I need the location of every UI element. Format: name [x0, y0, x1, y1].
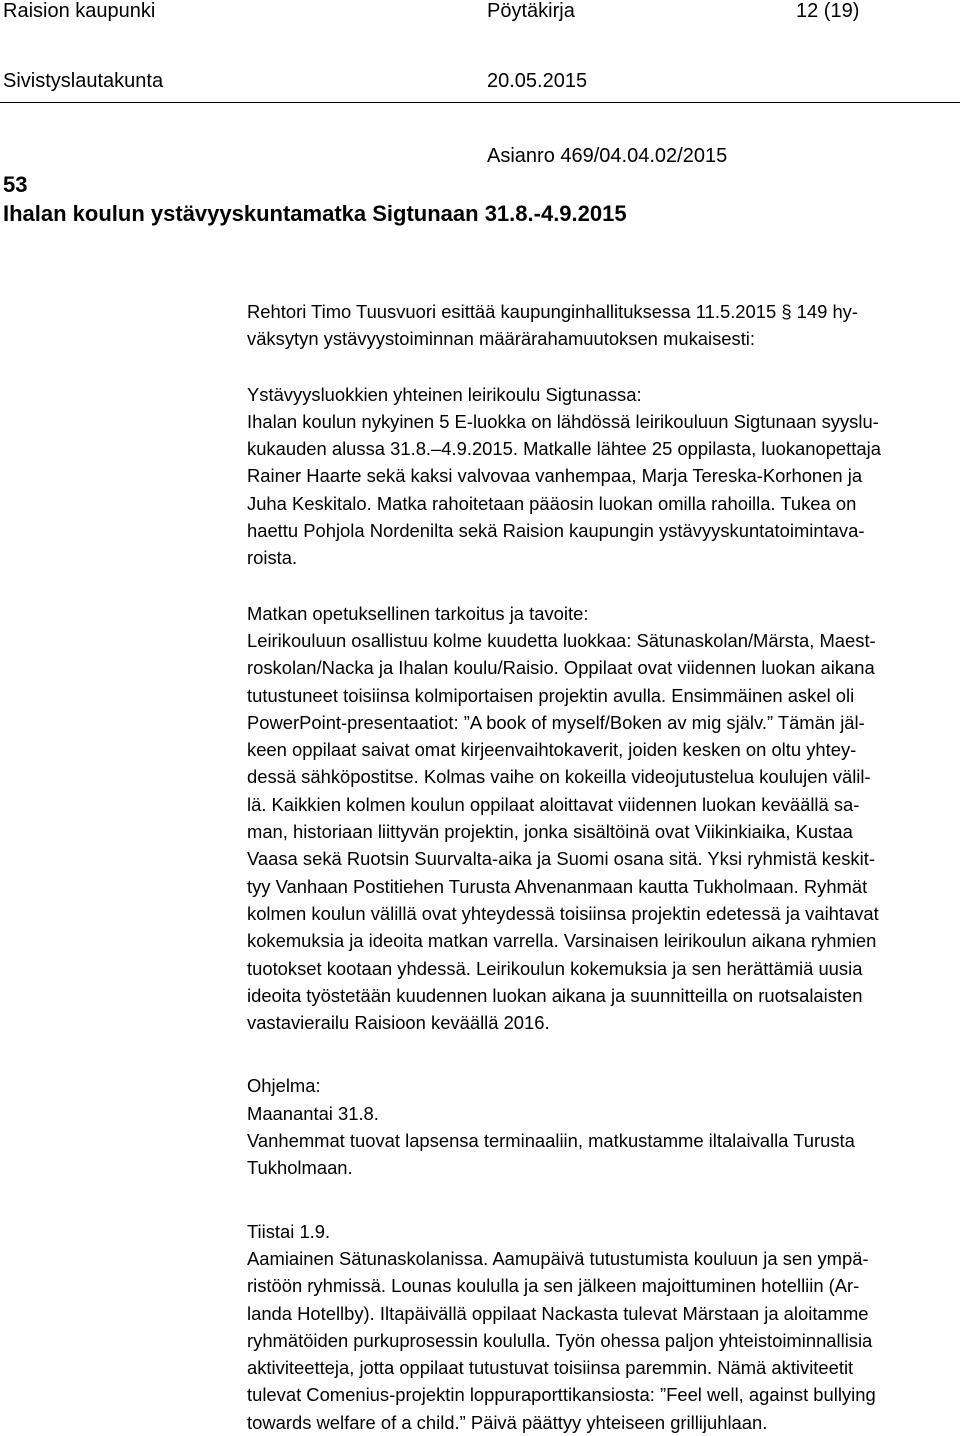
text-line: väksytyn ystävyystoiminnan määrärahamuutoksen mukaisesti:: [247, 328, 755, 350]
text-line: Leirikouluun osallistuu kolme kuudetta luokkaa: Sätunaskolan/Märsta, Maest-: [247, 629, 876, 651]
text-line: Rehtori Timo Tuusvuori esittää kaupunginhallituksessa 11.5.2015 § 149 hy-: [247, 301, 859, 322]
text-line: Tiistai 1.9.: [247, 1220, 331, 1242]
text-line: tulevat Comenius-projektin loppuraporttikansiosta: ”Feel well, against bullying: [247, 1384, 876, 1406]
text-line: towards welfare of a child.” Päivä päättyy yhteiseen grillijuhlaan.: [247, 1411, 768, 1433]
text-line: tyy Vanhaan Postitiehen Turusta Ahvenanmaan kautta Tukholmaan. Ryhmät: [247, 875, 868, 897]
text-line: Vaasa sekä Ruotsin Suurvalta-aika ja Suomi osana sitä. Yksi ryhmistä keskit-: [247, 848, 875, 870]
page-number: 12 (19): [796, 0, 860, 22]
paragraph-program: [247, 1072, 959, 1181]
meeting-date: 20.05.2015: [487, 70, 588, 92]
text-line: kolmen koulun välillä ovat yhteydessä toisiinsa projektin edetessä ja vaihtavat: [247, 902, 879, 924]
text-line: Matkan opetuksellinen tarkoitus ja tavoite:: [247, 602, 589, 624]
text-line: ryhmätöiden purkuprosessin koululla. Työn ohessa paljon yhteistoiminnallisia: [247, 1329, 873, 1351]
text-line: keen oppilaat saivat omat kirjeenvaihtokaverit, joiden kesken on oltu yhtey-: [247, 739, 857, 761]
document-body: [247, 298, 959, 1436]
text-line: kukauden alussa 31.8.–4.9.2015. Matkalle lähtee 25 oppilasta, luokanopettaja: [247, 438, 881, 460]
text-line: roskolan/Nacka ja Ihalan koulu/Raisio. Oppilaat ovat viidennen luokan aikana: [247, 657, 875, 679]
page-title: Ihalan koulun ystävyyskuntamatka Sigtunaan 31.8.-4.9.2015: [3, 201, 627, 226]
header-divider: [0, 102, 960, 103]
case-number: Asianro 469/04.04.02/2015: [487, 145, 728, 167]
text-line: lä. Kaikkien kolmen koulun oppilaat aloittavat viidennen luokan keväällä sa-: [247, 793, 860, 815]
text-line: haettu Pohjola Nordenilta sekä Raision kaupungin ystävyyskuntatoimintava-: [247, 520, 865, 542]
text-line: Juha Keskitalo. Matka rahoitetaan pääosin luokan omilla rahoilla. Tukea on: [247, 492, 857, 514]
text-line: Ohjelma:: [247, 1075, 321, 1097]
text-line: Maanantai 31.8.: [247, 1102, 379, 1124]
text-line: Aamiainen Sätunaskolanissa. Aamupäivä tutustumista kouluun ja sen ympä-: [247, 1247, 869, 1269]
text-line: tuotokset kootaan yhdessä. Leirikoulun kokemuksia ja sen herättämiä uusia: [247, 957, 863, 979]
text-line: PowerPoint-presentaatiot: ”A book of myself/Boken av mig själv.” Tämän jäl-: [247, 711, 865, 733]
section-number: 53: [3, 172, 28, 197]
text-line: Ihalan koulun nykyinen 5 E-luokka on lähdössä leirikouluun Sigtunaan syyslu-: [247, 410, 879, 432]
text-line: kokemuksia ja ideoita matkan varrella. Varsinaisen leirikoulun aikana ryhmien: [247, 930, 877, 952]
board-name: Sivistyslautakunta: [3, 70, 164, 92]
text-line: Vanhemmat tuovat lapsensa terminaaliin, matkustamme iltalaivalla Turusta: [247, 1130, 855, 1152]
text-line: ideoita työstetään kuudennen luokan aikana ja suunnitteilla on ruotsalaisten: [247, 984, 863, 1006]
text-line: Tukholmaan.: [247, 1157, 353, 1179]
text-line: man, historiaan liittyvän projektin, jonka sisältöinä ovat Viikinkiaika, Kustaa: [247, 821, 853, 843]
text-line: aktiviteetteja, jotta oppilaat tutustuvat toisiinsa paremmin. Nämä aktiviteetit: [247, 1357, 854, 1379]
text-line: landa Hotellby). Iltapäivällä oppilaat Nackasta tulevat Märstaan ja aloitamme: [247, 1302, 869, 1324]
text-line: Rainer Haarte sekä kaksi valvovaa vanhempaa, Marja Tereska-Korhonen ja: [247, 465, 863, 487]
paragraph-purpose: [247, 600, 959, 1037]
text-line: tutustuneet toisiinsa kolmiportaisen projektin avulla. Ensimmäinen askel oli: [247, 684, 855, 706]
paragraph-camp: [247, 381, 959, 572]
paragraph-intro: [247, 298, 959, 353]
text-line: ristöön ryhmissä. Lounas koululla ja sen jälkeen majoittuminen hotelliin (Ar-: [247, 1275, 860, 1297]
text-line: Ystävyysluokkien yhteinen leirikoulu Sigtunassa:: [247, 383, 642, 405]
organization-name: Raision kaupunki: [3, 0, 156, 22]
document-type: Pöytäkirja: [487, 0, 575, 22]
paragraph-tuesday: [247, 1218, 959, 1436]
text-line: roista.: [247, 547, 298, 569]
text-line: dessä sähköpostitse. Kolmas vaihe on kokeilla videojutustelua koulujen välil-: [247, 766, 871, 788]
text-line: vastavierailu Raisioon keväällä 2016.: [247, 1012, 550, 1034]
